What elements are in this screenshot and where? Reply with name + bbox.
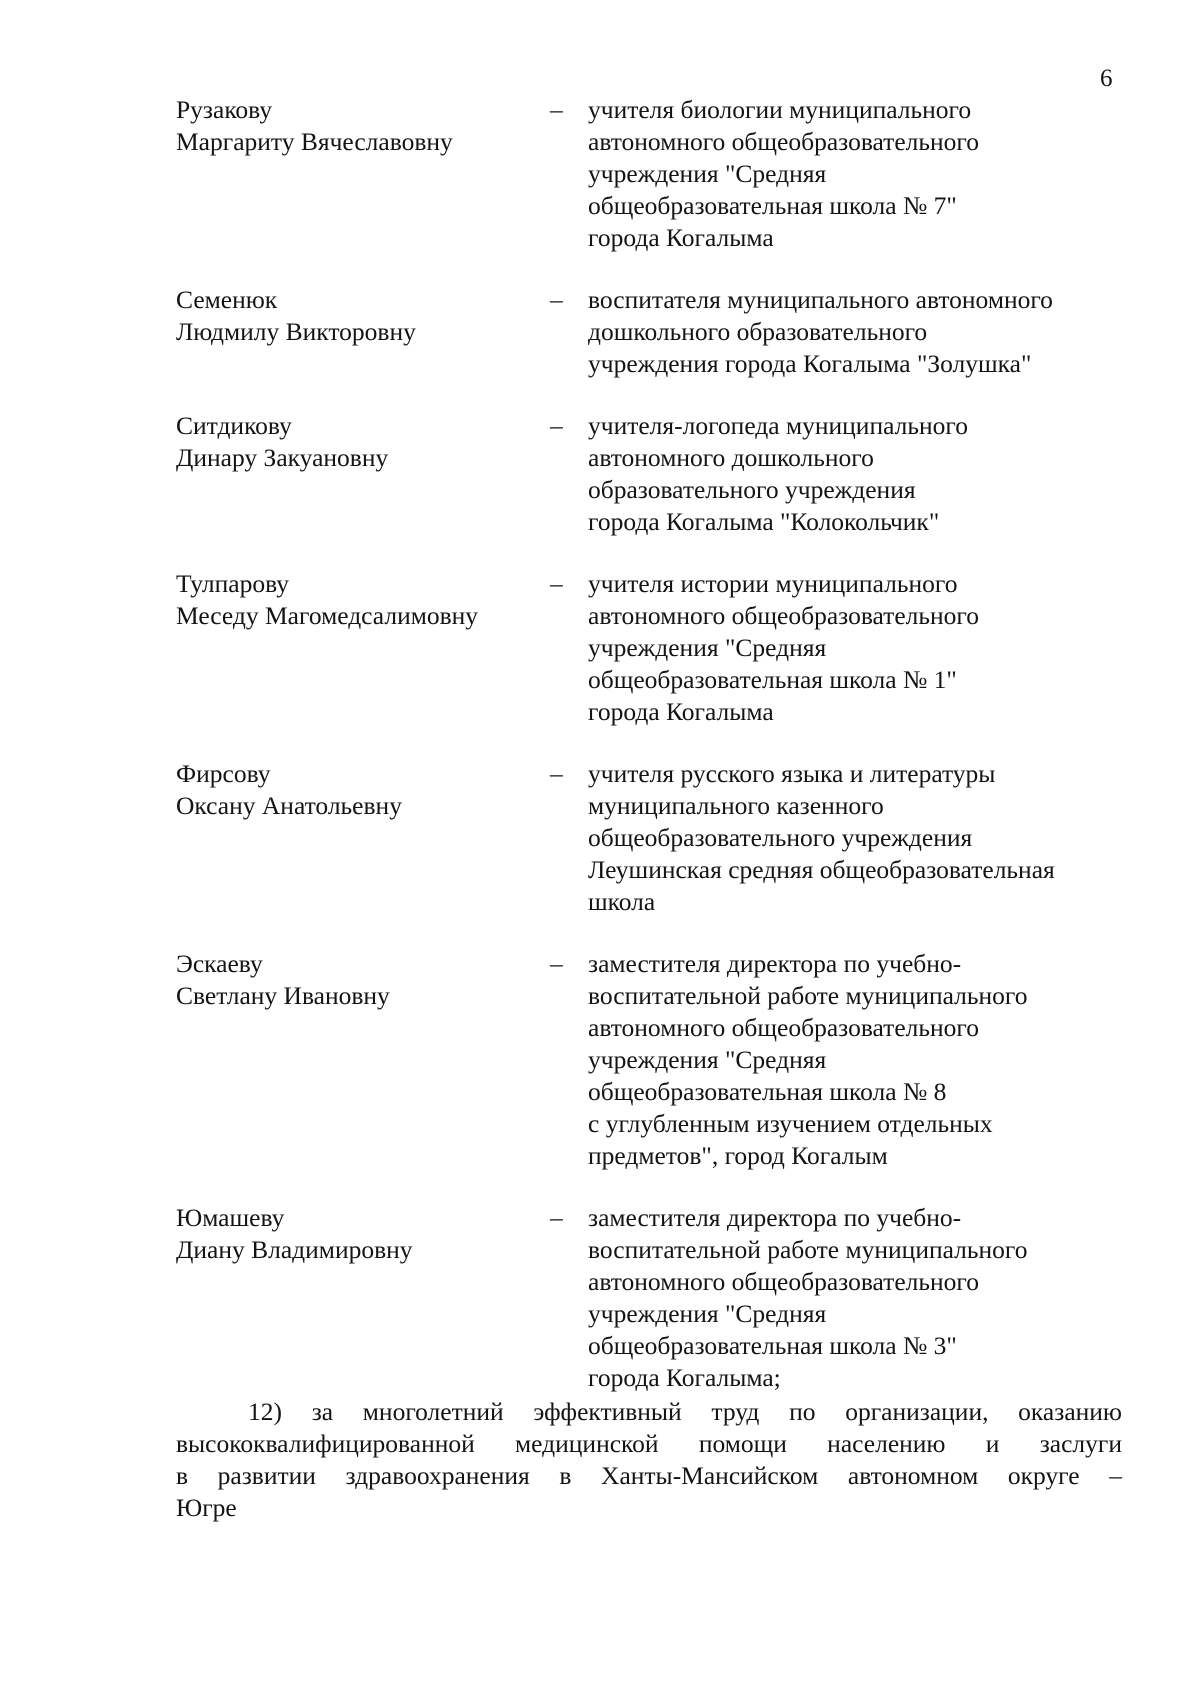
position-line: города Когалыма;: [588, 1363, 781, 1392]
position-line: общеобразовательного учреждения: [588, 823, 973, 852]
list-item: [0, 94, 1200, 254]
person-name: [176, 1202, 536, 1266]
position-description: [588, 94, 1148, 254]
given-names: Меседу Магомедсалимовну: [176, 601, 479, 630]
person-name: [176, 948, 536, 1012]
given-names: Людмилу Викторовну: [176, 317, 416, 346]
paragraph-line: Югре: [176, 1493, 237, 1522]
position-line: воспитательной работе муниципального: [588, 981, 1028, 1010]
position-line: города Когалыма: [588, 697, 774, 726]
position-line: общеобразовательная школа № 3": [588, 1331, 957, 1360]
dash-separator: –: [550, 1203, 563, 1232]
paragraph-line: в развитии здравоохранения в Ханты-Мансийском автономном округе –: [176, 1461, 1122, 1490]
position-line: общеобразовательная школа № 1": [588, 665, 957, 694]
position-line: города Когалыма: [588, 223, 774, 252]
position-line: учителя-логопеда муниципального: [588, 411, 968, 440]
award-category-paragraph: [176, 1396, 1122, 1524]
given-names: Динару Закуановну: [176, 443, 389, 472]
person-name: [176, 94, 536, 158]
position-line: муниципального казенного: [588, 791, 884, 820]
position-description: [588, 284, 1148, 380]
position-description: [588, 410, 1148, 538]
surname: Фирсову: [176, 759, 271, 788]
list-item: [0, 284, 1200, 380]
position-description: [588, 948, 1148, 1172]
surname: Ситдикову: [176, 411, 292, 440]
position-line: учреждения города Когалыма "Золушка": [588, 349, 1032, 378]
person-name: [176, 568, 536, 632]
paragraph-line: высококвалифицированной медицинской помощи населению и заслуги: [176, 1429, 1122, 1458]
list-item: [0, 1202, 1200, 1394]
person-name: [176, 410, 536, 474]
dash-separator: –: [550, 569, 563, 598]
position-line: автономного общеобразовательного: [588, 1013, 979, 1042]
person-name: [176, 758, 536, 822]
award-list: [0, 94, 1200, 1394]
position-line: учителя русского языка и литературы: [588, 759, 996, 788]
position-line: учителя истории муниципального: [588, 569, 958, 598]
position-description: [588, 758, 1148, 918]
list-item: [0, 758, 1200, 918]
position-line: учреждения "Средняя: [588, 1045, 827, 1074]
position-line: образовательного учреждения: [588, 475, 916, 504]
dash-separator: –: [550, 411, 563, 440]
dash-separator: –: [550, 285, 563, 314]
position-line: предметов", город Когалым: [588, 1141, 888, 1170]
list-item: [0, 568, 1200, 728]
position-description: [588, 568, 1148, 728]
position-line: Леушинская средняя общеобразовательная: [588, 855, 1055, 884]
position-line: автономного общеобразовательного: [588, 1267, 979, 1296]
position-line: учреждения "Средняя: [588, 1299, 827, 1328]
position-line: учителя биологии муниципального: [588, 95, 972, 124]
position-line: автономного общеобразовательного: [588, 127, 979, 156]
position-line: с углубленным изучением отдельных: [588, 1109, 993, 1138]
dash-separator: –: [550, 95, 563, 124]
surname: Юмашеву: [176, 1203, 285, 1232]
position-line: воспитательной работе муниципального: [588, 1235, 1028, 1264]
surname: Рузакову: [176, 95, 273, 124]
position-line: дошкольного образовательного: [588, 317, 928, 346]
position-line: общеобразовательная школа № 7": [588, 191, 957, 220]
position-line: заместителя директора по учебно-: [588, 949, 962, 978]
position-line: учреждения "Средняя: [588, 633, 827, 662]
list-item: [0, 410, 1200, 538]
position-line: автономного дошкольного: [588, 443, 874, 472]
given-names: Маргариту Вячеславовну: [176, 127, 453, 156]
position-line: автономного общеобразовательного: [588, 601, 979, 630]
surname: Семенюк: [176, 285, 278, 314]
position-line: заместителя директора по учебно-: [588, 1203, 962, 1232]
given-names: Светлану Ивановну: [176, 981, 390, 1010]
position-line: учреждения "Средняя: [588, 159, 827, 188]
position-line: общеобразовательная школа № 8: [588, 1077, 947, 1106]
given-names: Диану Владимировну: [176, 1235, 413, 1264]
page-number: 6: [1100, 65, 1113, 92]
position-line: школа: [588, 887, 656, 916]
surname: Тулпарову: [176, 569, 290, 598]
position-line: воспитателя муниципального автономного: [588, 285, 1053, 314]
paragraph-line: 12) за многолетний эффективный труд по организации, оказанию: [248, 1397, 1122, 1426]
dash-separator: –: [550, 759, 563, 788]
position-description: [588, 1202, 1148, 1394]
person-name: [176, 284, 536, 348]
given-names: Оксану Анатольевну: [176, 791, 402, 820]
dash-separator: –: [550, 949, 563, 978]
list-item: [0, 948, 1200, 1172]
surname: Эскаеву: [176, 949, 263, 978]
position-line: города Когалыма "Колокольчик": [588, 507, 940, 536]
